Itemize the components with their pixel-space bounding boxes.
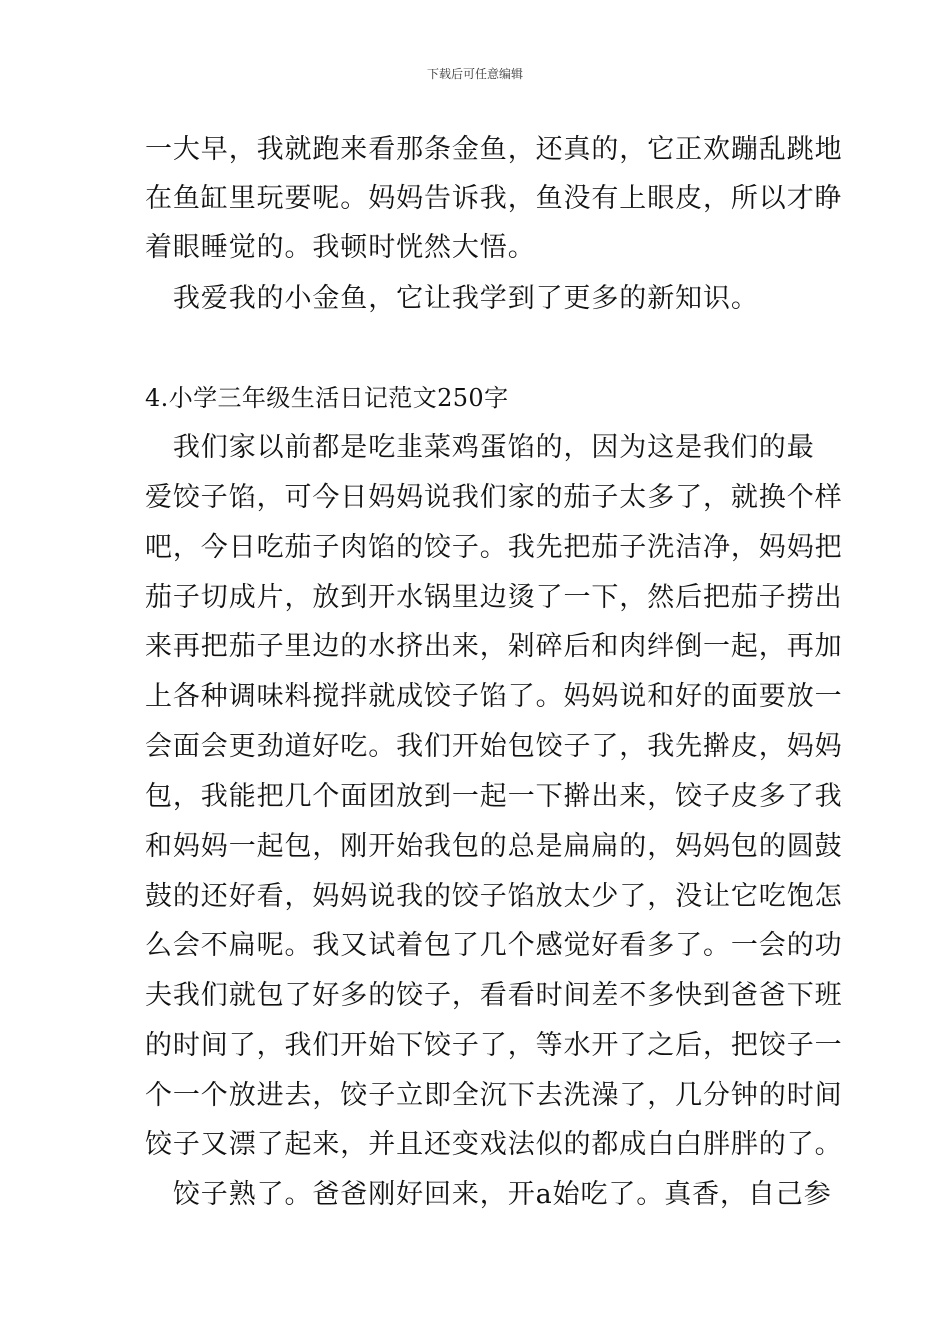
text-line: 个一个放进去，饺子立即全沉下去洗澡了，几分钟的时间 bbox=[145, 1080, 843, 1111]
text-line: 鼓的还好看，妈妈说我的饺子馅放太少了，没让它吃饱怎 bbox=[145, 881, 843, 912]
text-line: 我们家以前都是吃韭菜鸡蛋馅的，因为这是我们的最 bbox=[145, 432, 815, 463]
page-header: 下载后可任意编辑 bbox=[426, 67, 523, 81]
text-line: 茄子切成片，放到开水锅里边烫了一下，然后把茄子捞出 bbox=[145, 582, 843, 613]
text-line: 爱饺子馅，可今日妈妈说我们家的茄子太多了，就换个样 bbox=[145, 482, 843, 513]
text-line: 的时间了，我们开始下饺子了，等水开了之后，把饺子一 bbox=[145, 1030, 843, 1061]
text-line: 包，我能把几个面团放到一起一下擀出来，饺子皮多了我 bbox=[145, 781, 843, 812]
text-line: 饺子又漂了起来，并且还变戏法似的都成白白胖胖的了。 bbox=[145, 1129, 843, 1160]
text-line: 和妈妈一起包，刚开始我包的总是扁扁的，妈妈包的圆鼓 bbox=[145, 831, 843, 862]
text-line: 来再把茄子里边的水挤出来，剁碎后和肉绊倒一起，再加 bbox=[145, 631, 843, 662]
text-line: 一大早，我就跑来看那条金鱼，还真的，它正欢蹦乱跳地 bbox=[145, 134, 843, 165]
text-line: 吧，今日吃茄子肉馅的饺子。我先把茄子洗洁净，妈妈把 bbox=[145, 532, 843, 563]
text-line: 饺子熟了。爸爸刚好回来，开a始吃了。真香，自己参 bbox=[145, 1179, 832, 1210]
text-line: 么会不扁呢。我又试着包了几个感觉好看多了。一会的功 bbox=[145, 930, 843, 961]
text-line: 上各种调味料搅拌就成饺子馅了。妈妈说和好的面要放一 bbox=[145, 681, 843, 712]
text-line: 着眼睡觉的。我顿时恍然大悟。 bbox=[145, 232, 536, 263]
text-line: 夫我们就包了好多的饺子，看看时间差不多快到爸爸下班 bbox=[145, 980, 843, 1011]
text-line: 在鱼缸里玩要呢。妈妈告诉我，鱼没有上眼皮，所以才睁 bbox=[145, 183, 843, 214]
section-heading: 4.小学三年级生活日记范文250字 bbox=[145, 384, 509, 412]
text-line: 我爱我的小金鱼，它让我学到了更多的新知识。 bbox=[145, 283, 759, 314]
text-line: 会面会更劲道好吃。我们开始包饺子了，我先擀皮，妈妈 bbox=[145, 731, 843, 762]
